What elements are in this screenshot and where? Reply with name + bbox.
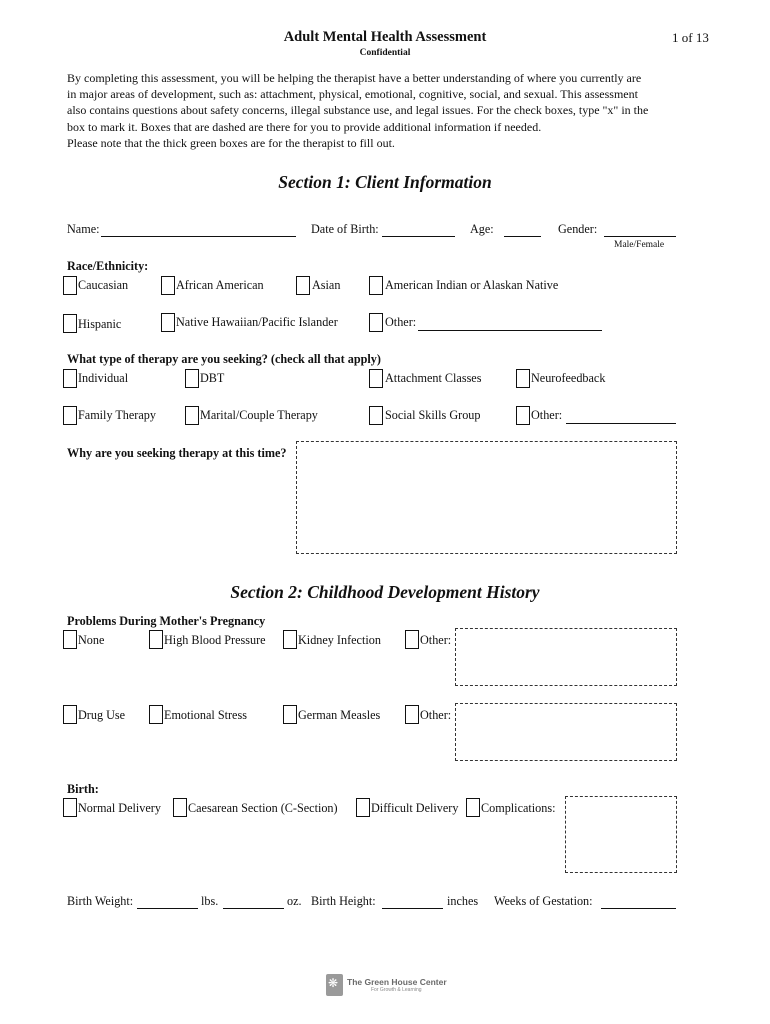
- pregnancy-other-checkbox[interactable]: [405, 630, 419, 649]
- why-therapy-label: Why are you seeking therapy at this time?: [67, 446, 287, 460]
- name-field[interactable]: [101, 236, 296, 237]
- age-field[interactable]: [504, 236, 541, 237]
- therapy-attachment-checkbox[interactable]: [369, 369, 383, 388]
- pregnancy-emotional-stress-label: Emotional Stress: [164, 708, 247, 722]
- gender-label: Gender:: [558, 222, 598, 236]
- race-asian-checkbox[interactable]: [296, 276, 310, 295]
- pregnancy-emotional-stress-checkbox[interactable]: [149, 705, 163, 724]
- pregnancy-none-checkbox[interactable]: [63, 630, 77, 649]
- birth-caesarean-checkbox[interactable]: [173, 798, 187, 817]
- pregnancy-german-measles-checkbox[interactable]: [283, 705, 297, 724]
- name-label: Name:: [67, 222, 100, 236]
- therapy-social-skills-checkbox[interactable]: [369, 406, 383, 425]
- pregnancy-other-textarea[interactable]: [455, 628, 677, 686]
- intro-line: in major areas of development, such as: attachment, physical, emotional, cognitive, social, and sexual. This assessment: [67, 87, 638, 102]
- birth-complications-checkbox[interactable]: [466, 798, 480, 817]
- race-african-american-checkbox[interactable]: [161, 276, 175, 295]
- birth-difficult-label: Difficult Delivery: [371, 801, 459, 815]
- birth-complications-label: Complications:: [481, 801, 556, 815]
- birth-weight-lbs-field[interactable]: [137, 908, 198, 909]
- pregnancy-drug-use-checkbox[interactable]: [63, 705, 77, 724]
- race-other-field[interactable]: [418, 330, 602, 331]
- birth-height-field[interactable]: [382, 908, 443, 909]
- pregnancy-kidney-label: Kidney Infection: [298, 633, 381, 647]
- race-caucasian-label: Caucasian: [78, 278, 129, 292]
- race-hispanic-label: Hispanic: [78, 317, 122, 331]
- intro-line: Please note that the thick green boxes are for the therapist to fill out.: [67, 135, 395, 150]
- intro-line: By completing this assessment, you will be helping the therapist have a better understanding of where you currently are: [67, 71, 642, 85]
- pregnancy-german-measles-label: German Measles: [298, 708, 381, 722]
- age-label: Age:: [470, 222, 494, 236]
- green-house-center-logo: [326, 974, 456, 998]
- gender-hint: Male/Female: [614, 240, 665, 250]
- therapy-neurofeedback-label: Neurofeedback: [531, 371, 606, 385]
- page-number: 1 of 13: [672, 30, 709, 45]
- birth-caesarean-label: Caesarean Section (C-Section): [188, 801, 338, 815]
- section-1-title: Section 1: Client Information: [278, 172, 492, 192]
- therapy-neurofeedback-checkbox[interactable]: [516, 369, 530, 388]
- therapy-other-field[interactable]: [566, 423, 676, 424]
- logo-tagline: For Growth & Learning: [371, 987, 422, 993]
- pregnancy-other-label: Other:: [420, 633, 452, 647]
- birth-complications-textarea[interactable]: [565, 796, 677, 873]
- pregnancy-label: Problems During Mother's Pregnancy: [67, 614, 266, 628]
- section-2-title: Section 2: Childhood Development History: [230, 582, 540, 602]
- pregnancy-other-2-textarea[interactable]: [455, 703, 677, 761]
- pregnancy-high-bp-checkbox[interactable]: [149, 630, 163, 649]
- race-asian-label: Asian: [312, 278, 341, 292]
- birth-difficult-checkbox[interactable]: [356, 798, 370, 817]
- race-american-indian-label: American Indian or Alaskan Native: [385, 278, 559, 292]
- inches-label: inches: [447, 894, 479, 908]
- therapy-family-label: Family Therapy: [78, 408, 156, 422]
- therapy-dbt-label: DBT: [200, 371, 225, 385]
- race-hispanic-checkbox[interactable]: [63, 314, 77, 333]
- tree-icon: ❋: [326, 974, 343, 996]
- intro-line: box to mark it. Boxes that are dashed are there for you to provide additional information if needed.: [67, 119, 542, 134]
- birth-height-label: Birth Height:: [311, 894, 376, 908]
- therapy-marital-label: Marital/Couple Therapy: [200, 408, 318, 422]
- birth-normal-label: Normal Delivery: [78, 801, 161, 815]
- therapy-marital-checkbox[interactable]: [185, 406, 199, 425]
- document-subtitle: Confidential: [359, 48, 411, 58]
- intro-paragraph: [67, 70, 687, 151]
- birth-weight-label: Birth Weight:: [67, 894, 134, 908]
- therapy-individual-label: Individual: [78, 371, 129, 385]
- gestation-field[interactable]: [601, 908, 676, 909]
- therapy-question-label: What type of therapy are you seeking? (check all that apply): [67, 352, 381, 366]
- pregnancy-other-2-label: Other:: [420, 708, 452, 722]
- pregnancy-none-label: None: [78, 633, 105, 647]
- pregnancy-kidney-checkbox[interactable]: [283, 630, 297, 649]
- therapy-attachment-label: Attachment Classes: [385, 371, 482, 385]
- pregnancy-drug-use-label: Drug Use: [78, 708, 126, 722]
- lbs-label: lbs.: [201, 894, 219, 908]
- therapy-other-checkbox[interactable]: [516, 406, 530, 425]
- race-native-hawaiian-checkbox[interactable]: [161, 313, 175, 332]
- intro-line: also contains questions about safety concerns, illegal substance use, and legal issues. For the check boxes, type "x" in the: [67, 103, 649, 118]
- gender-field[interactable]: [604, 236, 676, 237]
- therapy-individual-checkbox[interactable]: [63, 369, 77, 388]
- pregnancy-other-2-checkbox[interactable]: [405, 705, 419, 724]
- race-other-label: Other:: [385, 315, 417, 329]
- race-other-checkbox[interactable]: [369, 313, 383, 332]
- therapy-other-label: Other:: [531, 408, 563, 422]
- birth-weight-oz-field[interactable]: [223, 908, 284, 909]
- race-american-indian-checkbox[interactable]: [369, 276, 383, 295]
- birth-normal-checkbox[interactable]: [63, 798, 77, 817]
- therapy-social-skills-label: Social Skills Group: [385, 408, 481, 422]
- oz-label: oz.: [287, 894, 302, 908]
- dob-field[interactable]: [382, 236, 455, 237]
- gestation-label: Weeks of Gestation:: [494, 894, 593, 908]
- race-native-hawaiian-label: Native Hawaiian/Pacific Islander: [176, 315, 338, 329]
- race-caucasian-checkbox[interactable]: [63, 276, 77, 295]
- why-therapy-textarea[interactable]: [296, 441, 677, 554]
- race-african-american-label: African American: [176, 278, 264, 292]
- therapy-family-checkbox[interactable]: [63, 406, 77, 425]
- dob-label: Date of Birth:: [311, 222, 379, 236]
- therapy-dbt-checkbox[interactable]: [185, 369, 199, 388]
- logo-name: The Green House Center: [347, 977, 447, 987]
- pregnancy-high-bp-label: High Blood Pressure: [164, 633, 266, 647]
- race-label: Race/Ethnicity:: [67, 259, 149, 273]
- document-title: Adult Mental Health Assessment: [283, 29, 487, 45]
- birth-label: Birth:: [67, 782, 99, 796]
